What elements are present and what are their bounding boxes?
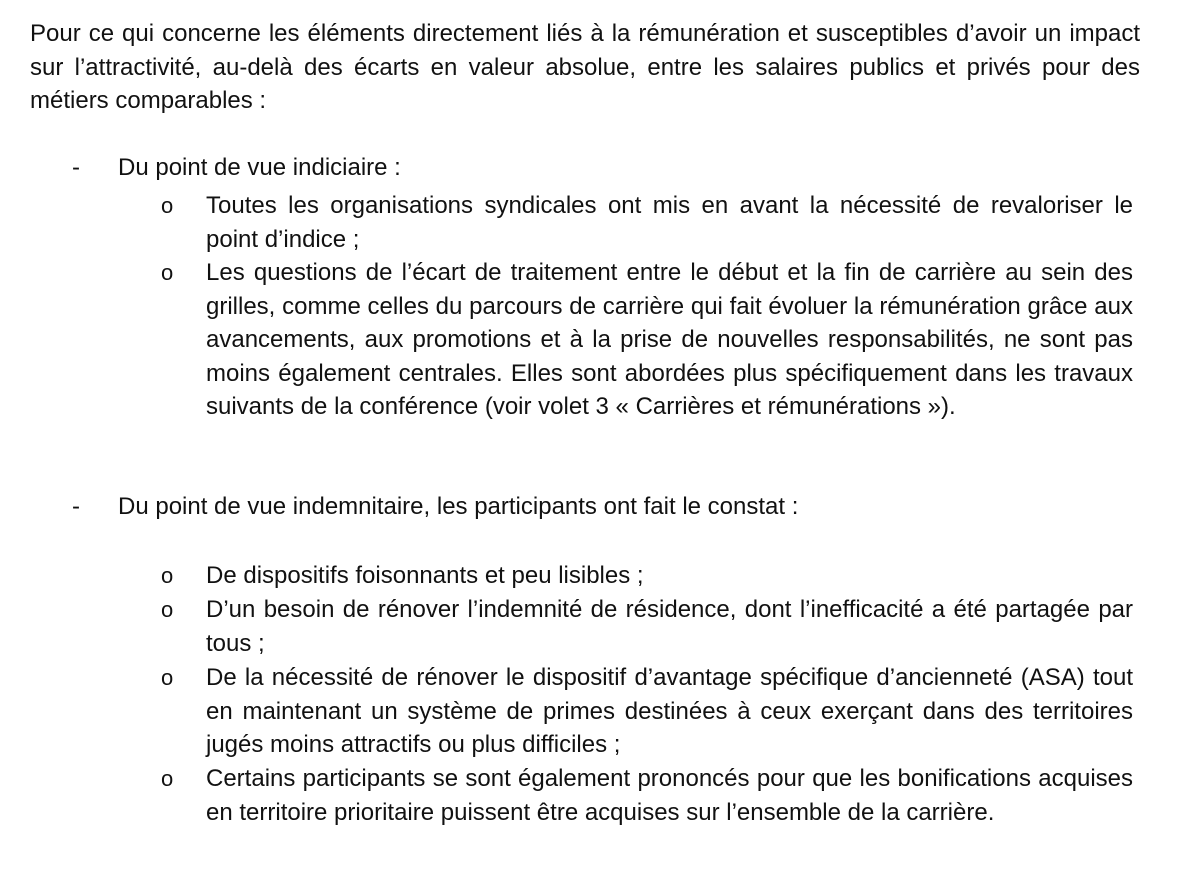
section-heading: Du point de vue indiciaire : bbox=[118, 154, 401, 181]
circle-bullet: o bbox=[161, 260, 174, 285]
list-item-text: Certains participants se sont également prononcés pour que les bonifications acquises en territoire prioritaire puissent être acquises sur l’ensemble de la carrière. bbox=[206, 765, 1133, 826]
list-item-text: Les questions de l’écart de traitement entre le début et la fin de carrière au sein des grilles, comme celles du parcours de carrière qui fait évoluer la rémunération grâce aux avancements, aux promotions et à la prise de nouvelles responsabilités, ne sont pas moins également centrales. Elles sont abordées plus spécifiquement dans les travaux suivants de la conférence (voir volet 3 « Carrières et rémunérations »). bbox=[206, 259, 1133, 421]
circle-bullet: o bbox=[161, 563, 174, 588]
circle-bullet: o bbox=[161, 766, 174, 791]
circle-bullet: o bbox=[161, 665, 174, 690]
circle-bullet: o bbox=[161, 597, 174, 622]
list-item-text: De dispositifs foisonnants et peu lisibles ; bbox=[206, 562, 644, 589]
dash-bullet: - bbox=[72, 493, 80, 520]
list-item-text: Toutes les organisations syndicales ont mis en avant la nécessité de revaloriser le point d’indice ; bbox=[206, 192, 1133, 253]
circle-bullet: o bbox=[161, 193, 174, 218]
dash-bullet: - bbox=[72, 154, 80, 181]
list-item-text: D’un besoin de rénover l’indemnité de résidence, dont l’inefficacité a été partagée par tous ; bbox=[206, 596, 1133, 657]
list-item-text: De la nécessité de rénover le dispositif d’avantage spécifique d’ancienneté (ASA) tout en maintenant un système de primes destinées à ceux exerçant dans des territoires jugés moins attractifs ou plus difficiles ; bbox=[206, 664, 1133, 759]
intro-paragraph: Pour ce qui concerne les éléments directement liés à la rémunération et susceptibles d’avoir un impact sur l’attractivité, au-delà des écarts en valeur absolue, entre les salaires publics et privés pour des métiers comparables : bbox=[30, 20, 1140, 115]
section-heading: Du point de vue indemnitaire, les participants ont fait le constat : bbox=[118, 493, 799, 520]
